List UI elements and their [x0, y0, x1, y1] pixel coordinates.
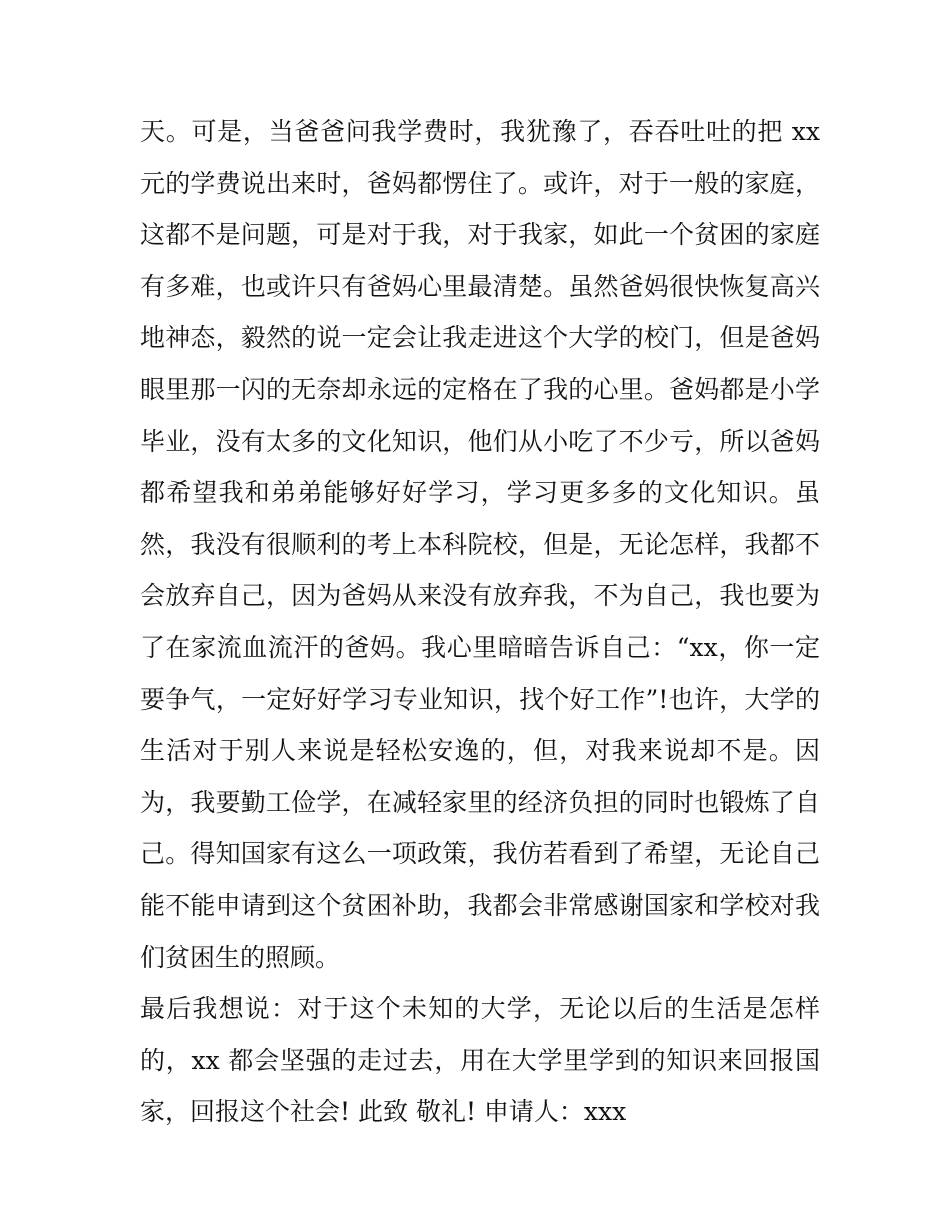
- text-line: 这都不是问题，可是对于我，对于我家，如此一个贫困的家庭: [140, 220, 820, 250]
- text-line: 能不能申请到这个贫困补助，我都会非常感谢国家和学校对我: [140, 890, 820, 920]
- text-line: 最后我想说：对于这个未知的大学，无论以后的生活是怎样: [140, 994, 820, 1024]
- body-text: [140, 106, 820, 1138]
- text-line: 的，xx 都会坚强的走过去，用在大学里学到的知识来回报国: [140, 1045, 820, 1075]
- text-line: 家，回报这个社会! 此致 敬礼! 申请人：xxx: [140, 1097, 627, 1127]
- text-line: 为，我要勤工俭学，在减轻家里的经济负担的同时也锻炼了自: [140, 787, 820, 817]
- text-line: 眼里那一闪的无奈却永远的定格在了我的心里。爸妈都是小学: [140, 374, 820, 404]
- text-line: 要争气，一定好好学习专业知识，找个好工作”!也许，大学的: [140, 684, 820, 714]
- text-line: 己。得知国家有这么一项政策，我仿若看到了希望，无论自己: [140, 839, 820, 869]
- text-line: 元的学费说出来时，爸妈都愣住了。或许，对于一般的家庭，: [140, 168, 820, 198]
- text-line: 会放弃自己，因为爸妈从来没有放弃我，不为自己，我也要为: [140, 581, 820, 611]
- text-line: 都希望我和弟弟能够好好学习，学习更多多的文化知识。虽: [140, 478, 820, 508]
- text-line: 地神态，毅然的说一定会让我走进这个大学的校门，但是爸妈: [140, 323, 820, 353]
- paragraph-1: [140, 106, 820, 983]
- text-line: 天。可是，当爸爸问我学费时，我犹豫了，吞吞吐吐的把 xx: [140, 117, 820, 146]
- paragraph-2: [140, 983, 820, 1138]
- text-line: 们贫困生的照顾。: [140, 942, 341, 972]
- text-line: 生活对于别人来说是轻松安逸的，但，对我来说却不是。因: [140, 736, 820, 766]
- text-line: 毕业，没有太多的文化知识，他们从小吃了不少亏，所以爸妈: [140, 426, 820, 456]
- text-line: 有多难，也或许只有爸妈心里最清楚。虽然爸妈很快恢复高兴: [140, 271, 820, 301]
- text-line: 然，我没有很顺利的考上本科院校，但是，无论怎样，我都不: [140, 529, 820, 559]
- text-line: 了在家流血流汗的爸妈。我心里暗暗告诉自己：“xx，你一定: [140, 632, 820, 662]
